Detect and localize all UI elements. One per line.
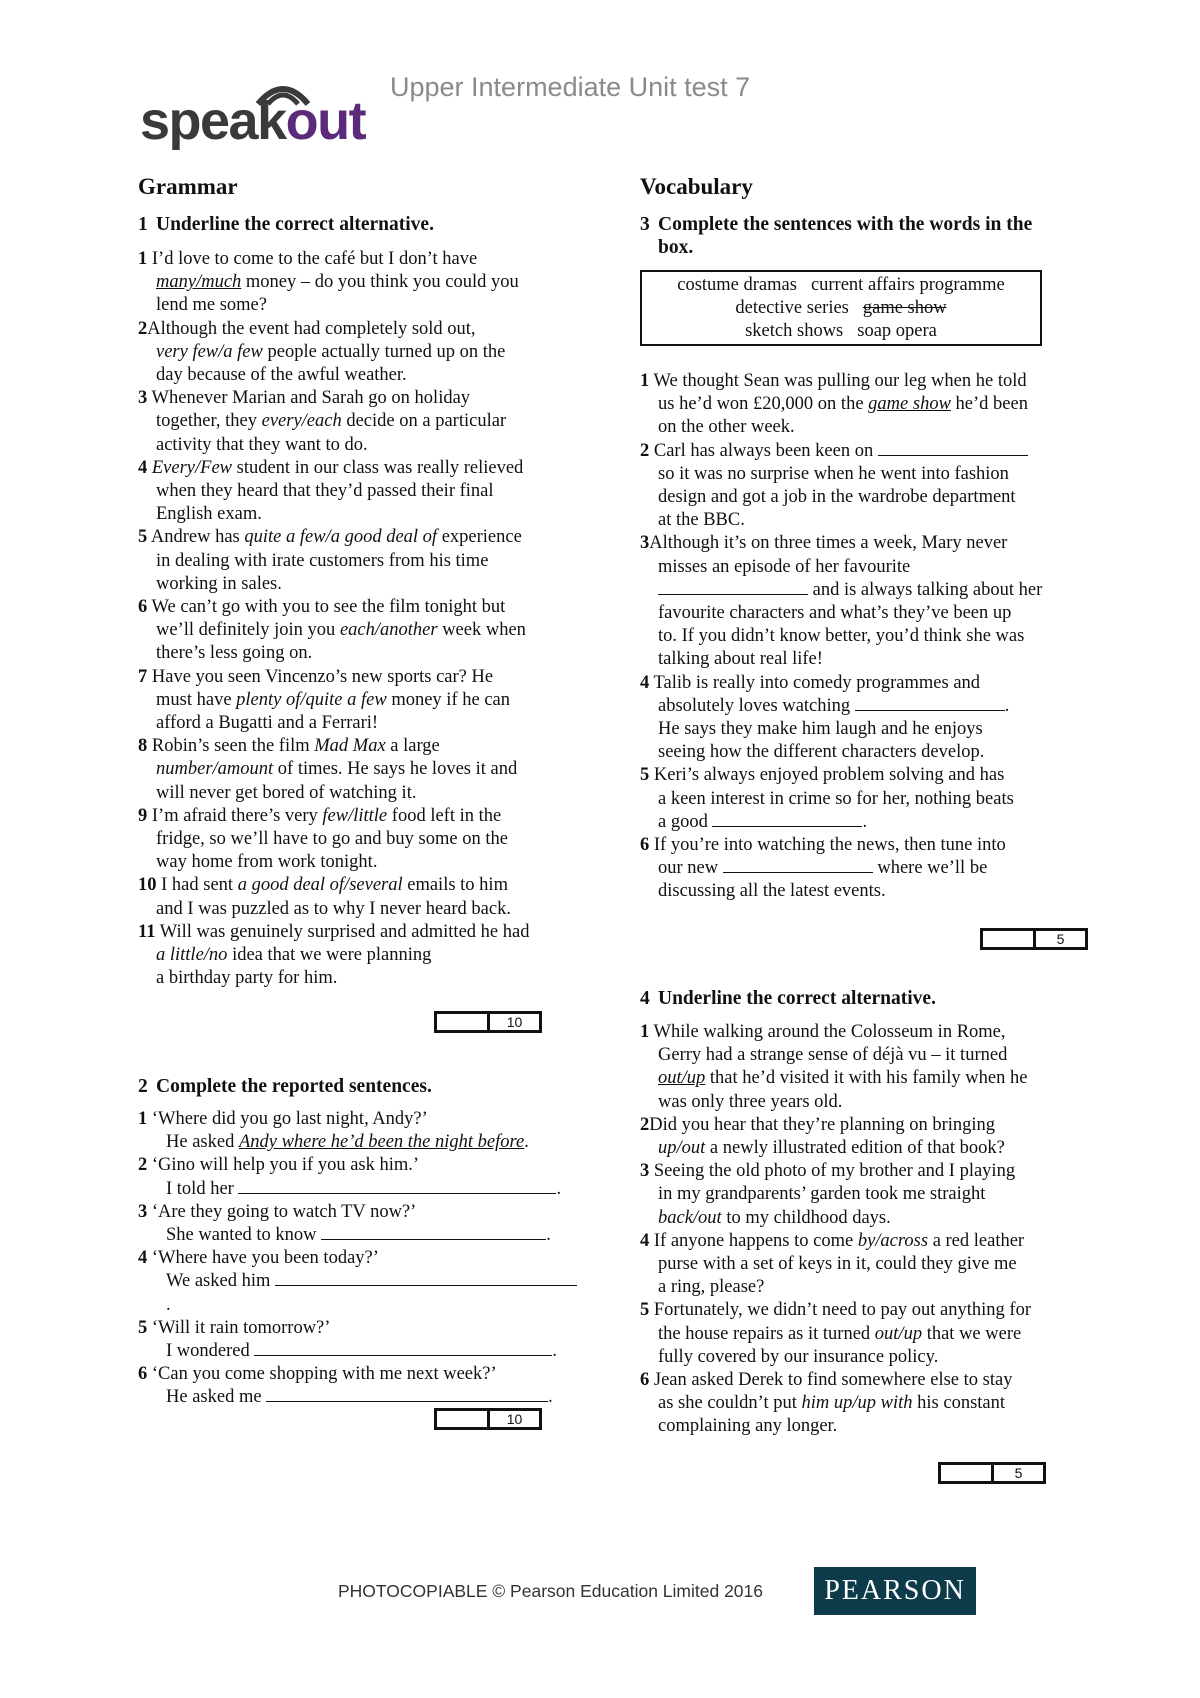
list-item: 4 ‘Where have you been today?’ We asked him . <box>138 1247 578 1317</box>
answer-blank[interactable] <box>275 1270 577 1286</box>
task1-items <box>138 248 578 991</box>
word-box-item: soap opera <box>857 321 937 341</box>
list-item: 6 We can’t go with you to see the film tonight but we’ll definitely join you each/another week when there’s less going on. <box>138 597 526 664</box>
test-title: Upper Intermediate Unit test 7 <box>390 72 751 102</box>
task2-items <box>138 1108 578 1410</box>
list-item: 7 Have you seen Vincenzo’s new sports car? He must have plenty of/quite a few money if he can afford a Bugatti and a Ferrari! <box>138 666 510 734</box>
answer-blank[interactable] <box>238 1178 556 1194</box>
list-item: 9 I’m afraid there’s very few/little food left in the fridge, so we’ll have to go and buy some on the way home from work tonight. <box>138 805 508 873</box>
answer-blank[interactable] <box>658 579 808 595</box>
task1-instruction <box>138 213 434 236</box>
example-answer: game show <box>868 394 951 415</box>
answer-blank[interactable] <box>254 1340 552 1356</box>
grammar-heading: Grammar <box>138 174 238 199</box>
list-item: 11 Will was genuinely surprised and admitted he had a little/no idea that we were planning a birthday party for him. <box>138 921 530 989</box>
list-item: 2Did you hear that they’re planning on bringing up/out a newly illustrated edition of that book? <box>640 1114 1005 1159</box>
list-item: 1 While walking around the Colosseum in Rome, Gerry had a strange sense of déjà vu – it turned out/up that he’d visited it with his family when he was only three years old. <box>640 1022 1028 1112</box>
score-total: 5 <box>1056 931 1065 947</box>
task1-score-box[interactable] <box>434 1011 542 1033</box>
list-item: 4 Every/Few student in our class was really relieved when they heard that they’d passed their final English exam. <box>138 457 524 525</box>
score-total: 5 <box>1014 1465 1023 1481</box>
list-item: 5 Fortunately, we didn’t need to pay out anything for the house repairs as it turned out/up that we were fully covered by our insurance policy. <box>640 1300 1031 1367</box>
answer-blank[interactable] <box>712 811 862 827</box>
list-item: 6 ‘Can you come shopping with me next week?’ He asked me . <box>138 1364 553 1408</box>
score-entry[interactable] <box>437 1411 490 1427</box>
logo-speak: speak <box>140 91 286 151</box>
word-box-item: detective series <box>735 298 849 318</box>
example-answer: out/up <box>658 1068 706 1089</box>
list-item: 6 Jean asked Derek to find somewhere else to stay as she couldn’t put him up/up with his constant complaining any longer. <box>640 1370 1013 1437</box>
answer-blank[interactable] <box>723 857 873 873</box>
list-item: 5 Keri’s always enjoyed problem solving and has a keen interest in crime so for her, nothing beats a good . <box>640 765 1014 832</box>
list-item: 4 If anyone happens to come by/across a red leather purse with a set of keys in it, could they give me a ring, please? <box>640 1230 1025 1298</box>
task1-text: Underline the correct alternative. <box>156 214 434 235</box>
score-total: 10 <box>506 1014 523 1030</box>
task3-number: 3 <box>640 214 650 235</box>
word-box-item: costume dramas <box>677 275 797 295</box>
example-answer: Andy where he’d been the night before <box>238 1132 525 1153</box>
answer-blank[interactable] <box>855 695 1005 711</box>
word-box-item: sketch shows <box>745 321 844 341</box>
list-item: 8 Robin’s seen the film Mad Max a large number/amount of times. He says he loves it and will never get bored of watching it. <box>138 736 518 803</box>
task3-score-box[interactable] <box>980 928 1088 950</box>
score-total: 10 <box>506 1411 523 1427</box>
list-item: 3 Seeing the old photo of my brother and I playing in my grandparents’ garden took me straight back/out to my childhood days. <box>640 1161 1016 1228</box>
list-item: 1 I’d love to come to the café but I don’t have many/much money – do you think you could you lend me some? <box>138 249 519 316</box>
task2-score-box[interactable] <box>434 1408 542 1430</box>
list-item: 6 If you’re into watching the news, then tune into our new where we’ll be discussing all the latest events. <box>640 835 1006 902</box>
pearson-logo: PEARSON <box>814 1567 976 1615</box>
score-entry[interactable] <box>983 931 1036 947</box>
word-box-item-used: game show <box>862 298 947 318</box>
list-item: 1 ‘Where did you go last night, Andy?’ He asked Andy where he’d been the night before. <box>138 1109 529 1153</box>
task4-instruction <box>640 987 936 1010</box>
task1-number: 1 <box>138 214 148 235</box>
answer-blank[interactable] <box>878 440 1028 456</box>
task2-instruction <box>138 1075 432 1098</box>
list-item: 3 ‘Are they going to watch TV now?’ She wanted to know . <box>138 1201 551 1246</box>
task2-text: Complete the reported sentences. <box>156 1076 432 1097</box>
task4-score-box[interactable] <box>938 1462 1046 1484</box>
word-box <box>640 270 1042 346</box>
list-item: 10 I had sent a good deal of/several emails to him and I was puzzled as to why I never heard back. <box>138 875 511 919</box>
score-entry[interactable] <box>437 1014 490 1030</box>
vocabulary-heading: Vocabulary <box>640 174 753 199</box>
speakout-logo <box>140 68 380 151</box>
task4-items <box>640 1021 1080 1439</box>
list-item: 4 Talib is really into comedy programmes and absolutely loves watching . He says they make him laugh and he enjoys seeing how the different characters develop. <box>640 672 1010 763</box>
task4-text: Underline the correct alternative. <box>658 988 936 1009</box>
task4-number: 4 <box>640 988 650 1009</box>
list-item: 5 ‘Will it rain tomorrow?’ I wondered . <box>138 1317 557 1362</box>
answer-blank[interactable] <box>321 1224 546 1240</box>
list-item: 2 ‘Gino will help you if you ask him.’ I told her . <box>138 1155 562 1199</box>
list-item: 1 We thought Sean was pulling our leg when he told us he’d won £20,000 on the game show he’d been on the other week. <box>640 371 1028 438</box>
copyright-notice: PHOTOCOPIABLE © Pearson Education Limited 2016 <box>338 1581 764 1601</box>
task3-instruction: 3 Complete the sentences with the words in the box. <box>640 214 1033 258</box>
list-item: 3Although it’s on three times a week, Mary never misses an episode of her favourite and is always talking about her favourite characters and what’s they’ve been up to. If you didn’t know better, you’d think she was talking about real life! <box>640 533 1043 670</box>
list-item: 5 Andrew has quite a few/a good deal of experience in dealing with irate customers from his time working in sales. <box>138 527 522 594</box>
task2-number: 2 <box>138 1076 148 1097</box>
list-item: 2Although the event had completely sold out, very few/a few people actually turned up on the day because of the awful weather. <box>138 318 506 386</box>
task3-items <box>640 370 1080 904</box>
word-box-item: current affairs programme <box>810 275 1005 295</box>
logo-out: out <box>285 91 366 151</box>
list-item: 2 Carl has always been keen on so it was no surprise when he went into fashion design and got a job in the wardrobe department at the BBC. <box>640 440 1080 533</box>
list-item: 3 Whenever Marian and Sarah go on holiday together, they every/each decide on a particular activity that they want to do. <box>138 388 507 455</box>
score-entry[interactable] <box>941 1465 994 1481</box>
answer-blank[interactable] <box>266 1386 548 1402</box>
